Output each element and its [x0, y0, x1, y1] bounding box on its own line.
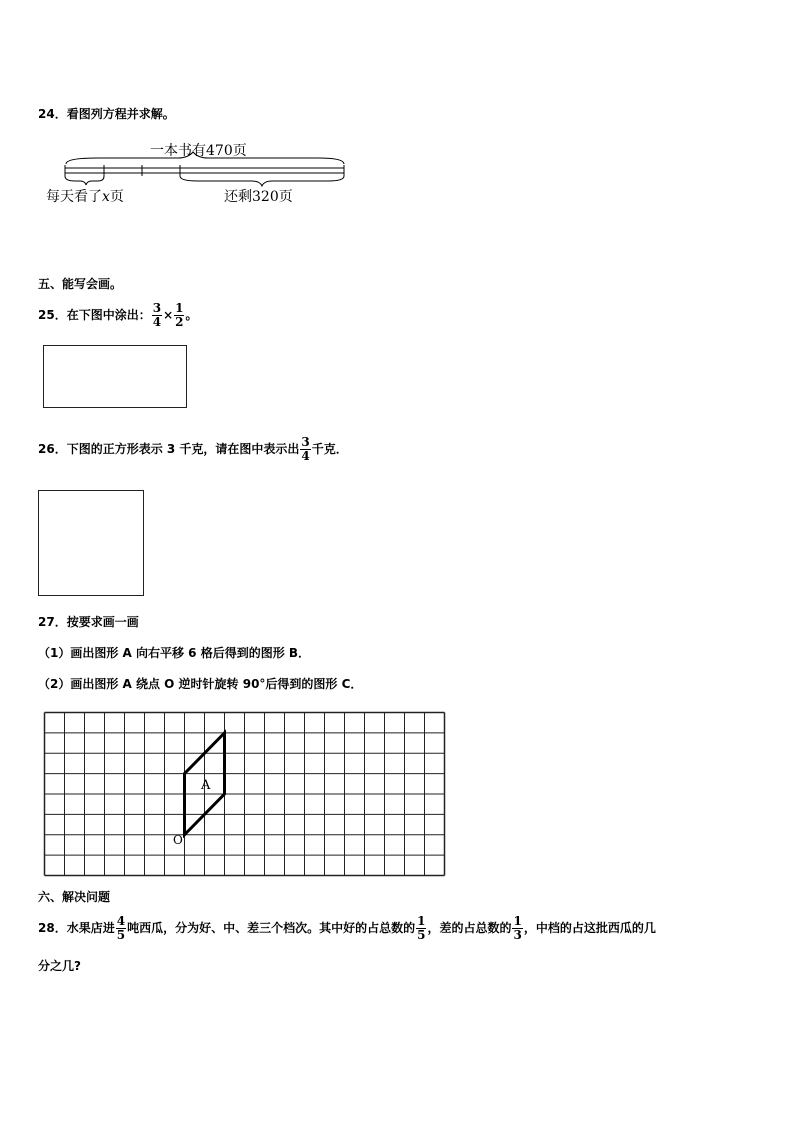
drawing-grid[interactable] [43, 711, 446, 877]
question-26-label: 26．下图的正方形表示 3 千克，请在图中表示出 $\frac{3}{4}$ 千克． [38, 435, 348, 463]
q25-rectangle[interactable] [43, 345, 187, 408]
left-brace [65, 176, 104, 185]
remaining-pages-label: 还剩320页 [224, 189, 293, 205]
section-5-heading: 五、能写会画。 [38, 277, 123, 291]
question-24-label: 24．看图列方程并求解。 [38, 107, 175, 121]
question-27-title: 27．按要求画一画 [38, 615, 139, 629]
shape-a-label: A [201, 778, 211, 793]
question-28-line-1: 28．水果店进 $\frac{4}{5}$ 吨西瓜，分为好、中、差三个档次。其中好的占总数的 $\frac{1}{5}$ ，差的占总数的 $\frac{1}{3}$ ，中档的占这批西瓜的几 [38, 914, 656, 942]
fraction-1-3: $\frac{1}{3}$ [513, 914, 522, 942]
point-o-label: O [173, 833, 183, 847]
fraction-3-4: $\frac{3}{4}$ [152, 301, 162, 329]
question-25-label: 25．在下图中涂出： $\frac{3}{4}$ × $\frac{1}{2}$ 。 [38, 301, 198, 329]
question-27-part-1: （1）画出图形 A 向右平移 6 格后得到的图形 B． [38, 646, 311, 660]
fraction-3-4: $\frac{3}{4}$ [301, 435, 310, 463]
total-pages-label: 一本书有470页 [150, 143, 247, 159]
fraction-1-2: $\frac{1}{2}$ [175, 301, 184, 329]
daily-read-label: 每天看了x页 [46, 189, 124, 205]
right-brace [180, 176, 344, 186]
question-28-line-2: 分之几? [38, 959, 81, 973]
question-27-part-2: （2）画出图形 A 绕点 O 逆时针旋转 90°后得到的图形 C． [38, 677, 363, 691]
grid-svg [43, 711, 446, 877]
fraction-4-5: $\frac{4}{5}$ [116, 914, 126, 942]
q26-square[interactable] [38, 490, 144, 596]
line-segment-diagram [38, 132, 358, 210]
fraction-1-5: $\frac{1}{5}$ [417, 914, 426, 942]
section-6-heading: 六、解决问题 [38, 890, 111, 904]
